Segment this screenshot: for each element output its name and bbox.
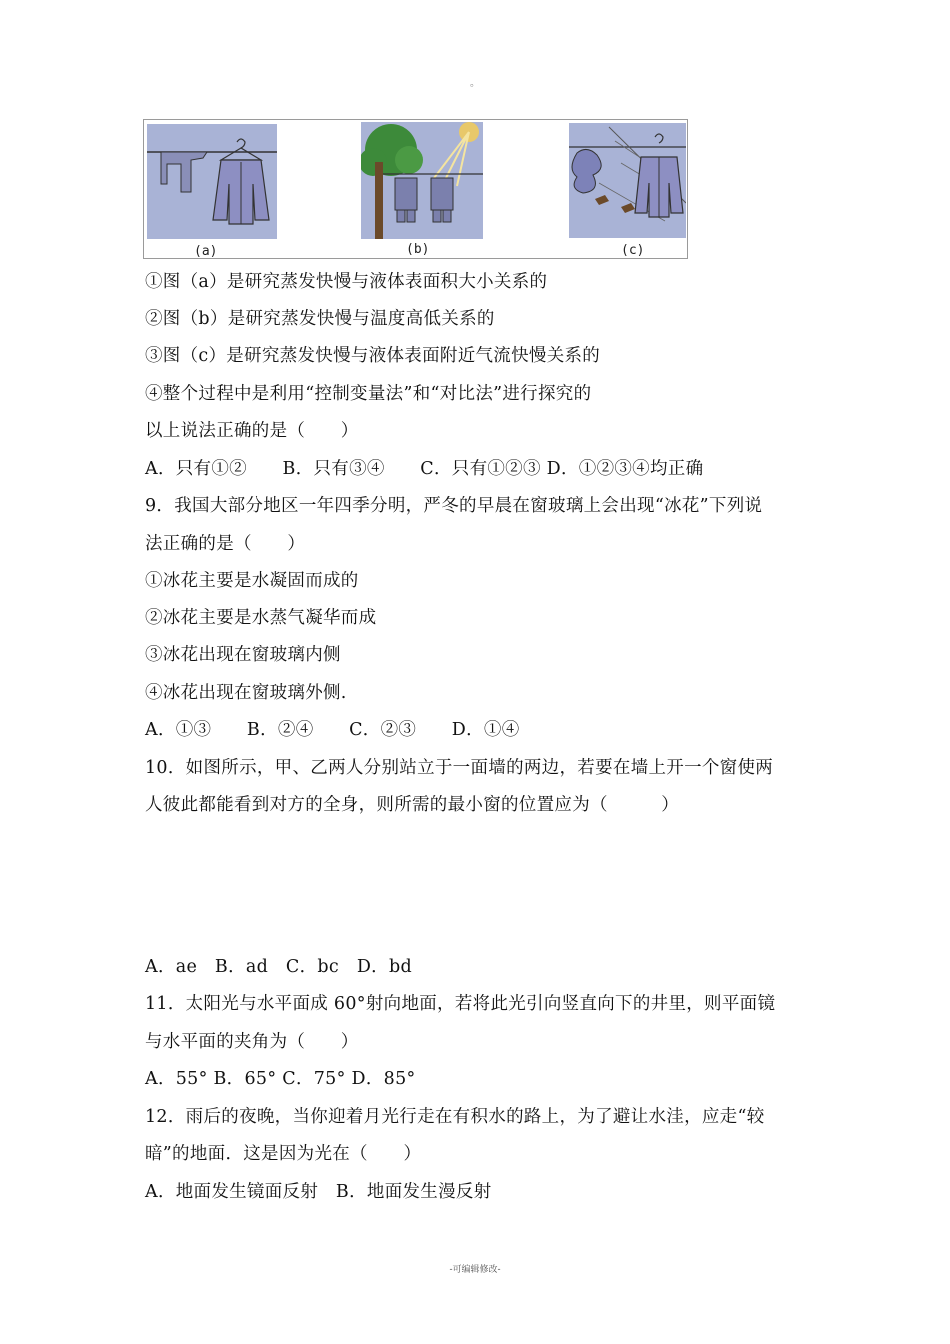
text-line: A．ae B．ad C．bc D．bd: [145, 957, 412, 977]
footer: -可编辑修改-: [449, 1265, 501, 1275]
text-line: 与水平面的夹角为（ ）: [145, 1032, 359, 1052]
figure-label-c: (c): [621, 243, 645, 258]
text-line: A．①③ B．②④ C．②③ D．①④: [145, 720, 520, 740]
text-line: 人彼此都能看到对方的全身，则所需的最小窗的位置应为（ ）: [145, 795, 679, 815]
text-line: ④冰花出现在窗玻璃外侧.: [145, 683, 347, 703]
text-line: ②冰花主要是水蒸气凝华而成: [145, 608, 377, 628]
text-line: 暗”的地面．这是因为光在（ ）: [145, 1144, 422, 1164]
text-line: ②图（b）是研究蒸发快慢与温度高低关系的: [145, 309, 495, 329]
figure-strip: [143, 119, 688, 259]
text-line: ③图（c）是研究蒸发快慢与液体表面附近气流快慢关系的: [145, 346, 601, 366]
figure-panel-c: [569, 123, 686, 238]
text-line: 9．我国大部分地区一年四季分明，严冬的早晨在窗玻璃上会出现“冰花”下列说: [145, 496, 763, 516]
text-line: A．地面发生镜面反射 B．地面发生漫反射: [145, 1182, 492, 1202]
text-line: ①图（a）是研究蒸发快慢与液体表面积大小关系的: [145, 272, 548, 292]
figure-panel-a: [147, 124, 277, 239]
text-line: ③冰花出现在窗玻璃内侧: [145, 645, 341, 665]
header-mark: 。: [470, 78, 480, 89]
text-line: 11．太阳光与水平面成 60°射向地面，若将此光引向竖直向下的井里，则平面镜: [145, 994, 776, 1014]
figure-label-b: (b): [406, 242, 430, 257]
text-line: 以上说法正确的是（ ）: [145, 421, 359, 441]
text-line: 法正确的是（ ）: [145, 534, 306, 554]
text-line: ④整个过程中是利用“控制变量法”和“对比法”进行探究的: [145, 384, 592, 404]
figure-label-a: (a): [194, 244, 218, 259]
text-line: 12．雨后的夜晚，当你迎着月光行走在有积水的路上，为了避让水洼，应走“较: [145, 1107, 765, 1127]
text-line: A．只有①② B．只有③④ C．只有①②③ D．①②③④均正确: [145, 459, 704, 479]
text-line: 10．如图所示，甲、乙两人分别站立于一面墙的两边，若要在墙上开一个窗使两: [145, 758, 774, 778]
text-line: A．55° B．65° C．75° D．85°: [145, 1069, 416, 1089]
figure-panel-b: [361, 122, 483, 239]
text-line: ①冰花主要是水凝固而成的: [145, 571, 359, 591]
